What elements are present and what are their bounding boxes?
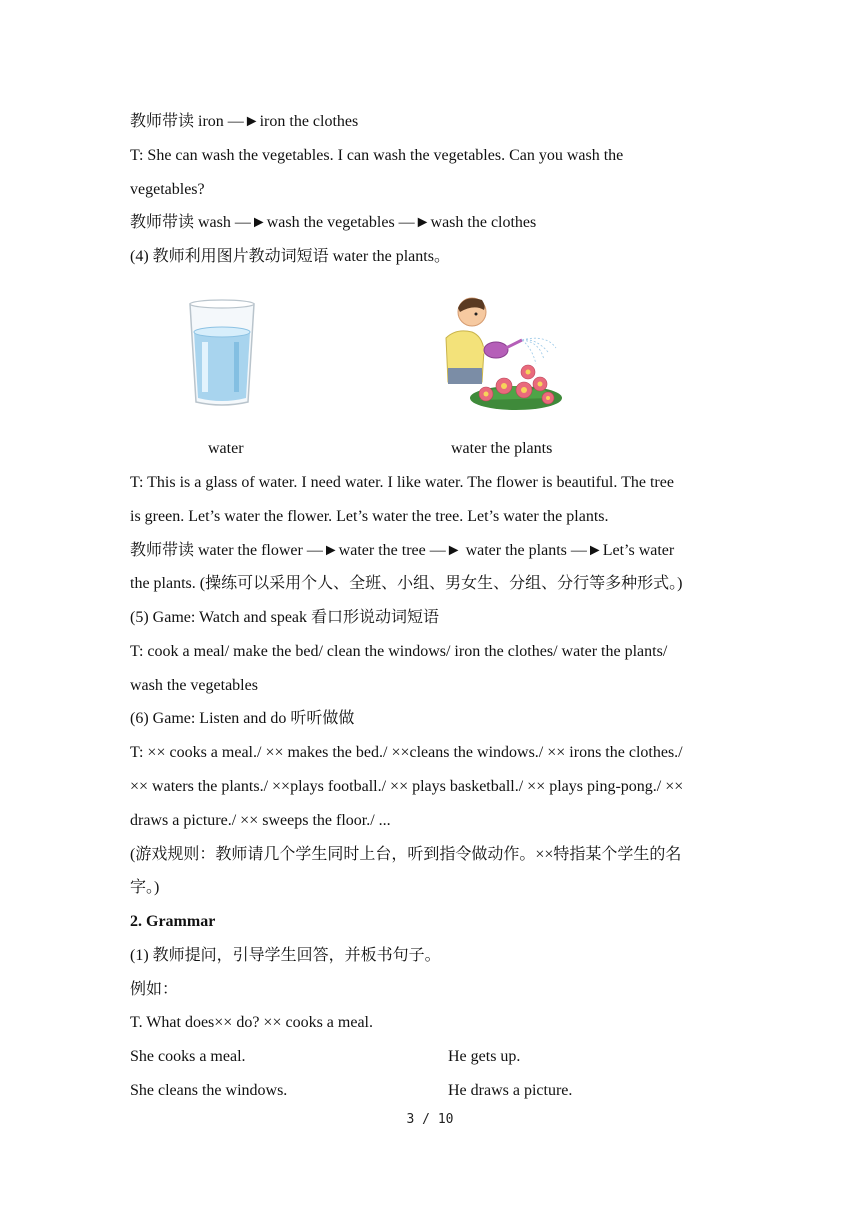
text-line: (6) Game: Listen and do 听听做做: [130, 710, 355, 727]
text-line: 例如：: [130, 981, 179, 998]
text-line: 教师带读 wash —►wash the vegetables —►wash the clothes: [130, 214, 537, 231]
boy-watering-plants-image: [436, 290, 566, 414]
text-line: (1) 教师提问，引导学生回答，并板书句子。: [130, 947, 441, 964]
example-sentence: He draws a picture.: [448, 1082, 573, 1099]
text-line: 字。): [130, 879, 160, 896]
text-line: is green. Let’s water the flower. Let’s water the tree. Let’s water the plants.: [130, 508, 609, 525]
section-heading: 2. Grammar: [130, 913, 216, 930]
example-sentence: He gets up.: [448, 1048, 521, 1065]
text-line: wash the vegetables: [130, 677, 258, 694]
text-line: (游戏规则：教师请几个学生同时上台，听到指令做动作。××特指某个学生的名: [130, 846, 682, 863]
text-line: 教师带读 iron —►iron the clothes: [130, 113, 359, 130]
text-line: T: She can wash the vegetables. I can wash the vegetables. Can you wash the: [130, 147, 624, 164]
text-line: the plants. (操练可以采用个人、全班、小组、男女生、分组、分行等多种形式。): [130, 575, 683, 592]
text-line: draws a picture./ ×× sweeps the floor./ ...: [130, 812, 391, 829]
page-number: 3 / 10: [406, 1112, 454, 1127]
glass-of-water-image: [186, 298, 258, 408]
text-line: T: ×× cooks a meal./ ×× makes the bed./ ××cleans the windows./ ×× irons the clothes./: [130, 744, 683, 761]
figure-caption-water: water: [208, 440, 244, 457]
figure-caption-water-the-plants: water the plants: [451, 440, 553, 457]
text-line: vegetables?: [130, 181, 205, 198]
text-line: (5) Game: Watch and speak 看口形说动词短语: [130, 609, 440, 626]
text-line: 教师带读 water the flower —►water the tree —► water the plants —►Let’s water: [130, 542, 675, 559]
text-line: ×× waters the plants./ ××plays football./ ×× plays basketball./ ×× plays ping-pong./ ××: [130, 778, 684, 795]
text-line: T: This is a glass of water. I need water. I like water. The flower is beautiful. The tree: [130, 474, 674, 491]
text-line: T: cook a meal/ make the bed/ clean the windows/ iron the clothes/ water the plants/: [130, 643, 668, 660]
example-sentence: She cleans the windows.: [130, 1082, 288, 1099]
text-line: T. What does×× do? ×× cooks a meal.: [130, 1014, 373, 1031]
text-line: (4) 教师利用图片教动词短语 water the plants。: [130, 248, 450, 265]
example-sentence: She cooks a meal.: [130, 1048, 246, 1065]
